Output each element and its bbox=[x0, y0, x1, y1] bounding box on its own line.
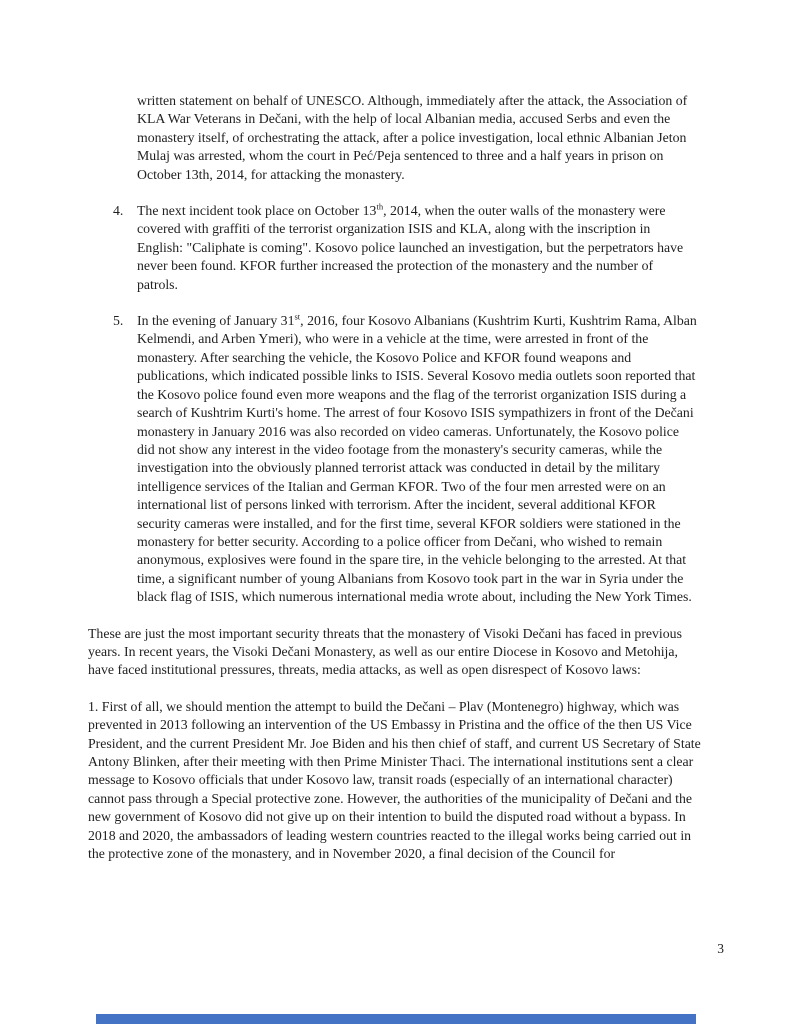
list-item-number: 4. bbox=[113, 203, 124, 219]
body-paragraph-highway: 1. First of all, we should mention the attempt to build the Dečani – Plav (Montenegro) highway, which was prevented in 2013 following an intervention of the US Embassy in Pristina and the office of the then US Vice President, and the current President Mr. Joe Biden and his then chief of staff, and current US Secretary of State Antony Blinken, after their meeting with then Prime Minister Thaci. The international institutions sent a clear message to Kosovo officials that under Kosovo law, transit roads (especially of an international character) cannot pass through a Special protective zone. However, the authorities of the municipality of Dečani and the new government of Kosovo did not give up on their intention to build the disputed road without a bypass. In 2018 and 2020, the ambassadors of leading western countries reacted to the illegal works being carried out in the protective zone of the monastery, and in November 2020, a final decision of the Council for bbox=[88, 698, 701, 862]
list-item-text-pre: The next incident took place on October 13 bbox=[137, 203, 377, 219]
list-item-number: 5. bbox=[113, 313, 124, 329]
bottom-accent-bar bbox=[96, 1014, 696, 1024]
list-item-text-post: , 2016, four Kosovo Albanians (Kushtrim Kurti, Kushtrim Rama, Alban Kelmendi, and Arben Ymeri), who were in a vehicle at the time, were arrested in front of the monastery. After searching the vehicle, the Kosovo Police and KFOR found weapons and publications, which indicated possible links to ISIS. Several Kosovo media outlets soon reported that the Kosovo police found even more weapons and the flag of the terrorist organization ISIS during a search of Kushtrim Kurti's home. The arrest of four Kosovo ISIS sympathizers in front of the Dečani monastery in January 2016 was also recorded on video cameras. Unfortunately, the Kosovo police did not show any interest in the video footage from the monastery's security cameras, while the investigation into the obviously planned terrorist attack was conducted in detail by the military intelligence services of the Italian and German KFOR. Two of the four men arrested were on an international list of persons linked with terrorism. After the incident, several additional KFOR security cameras were installed, and for the first time, several KFOR soldiers were stationed in the monastery for better security. According to a police officer from Dečani, who wished to remain anonymous, explosives were found in the spare tire, in the vehicle belonging to the arrested. At that time, a significant number of young Albanians from Kosovo took part in the war in Syria under the black flag of ISIS, which numerous international media wrote about, including the New York Times. bbox=[137, 313, 697, 605]
document-body bbox=[88, 92, 707, 863]
continuation-paragraph: written statement on behalf of UNESCO. Although, immediately after the attack, the Association of KLA War Veterans in Dečani, with the help of local Albanian media, accused Serbs and even the monastery itself, of orchestrating the attack, after a police investigation, local ethnic Albanian Jeton Mulaj was arrested, whom the court in Peć/Peja sentenced to three and a half years in prison on October 13th, 2014, for attacking the monastery. bbox=[137, 93, 688, 182]
list-item-5 bbox=[113, 312, 697, 607]
page-number: 3 bbox=[717, 941, 724, 956]
list-item-text-pre: In the evening of January 31 bbox=[137, 313, 295, 329]
ordinal-superscript: st bbox=[294, 311, 301, 322]
list-item-4 bbox=[113, 202, 697, 294]
list-item-text bbox=[137, 202, 697, 294]
ordinal-superscript: th bbox=[376, 201, 384, 212]
body-paragraph-summary: These are just the most important security threats that the monastery of Visoki Dečani has faced in previous years. In recent years, the Visoki Dečani Monastery, as well as our entire Diocese in Kosovo and Metohija, have faced institutional pressures, threats, media attacks, as well as open disrespect of Kosovo laws: bbox=[88, 625, 682, 678]
list-item-text bbox=[137, 312, 697, 607]
list-item-text-post: , 2014, when the outer walls of the monastery were covered with graffiti of the terrorist organization ISIS and KLA, along with the inscription in English: "Caliphate is coming". Kosovo police launched an investigation, but the perpetrators have never been found. KFOR further increased the protection of the monastery and the number of patrols. bbox=[137, 203, 684, 292]
